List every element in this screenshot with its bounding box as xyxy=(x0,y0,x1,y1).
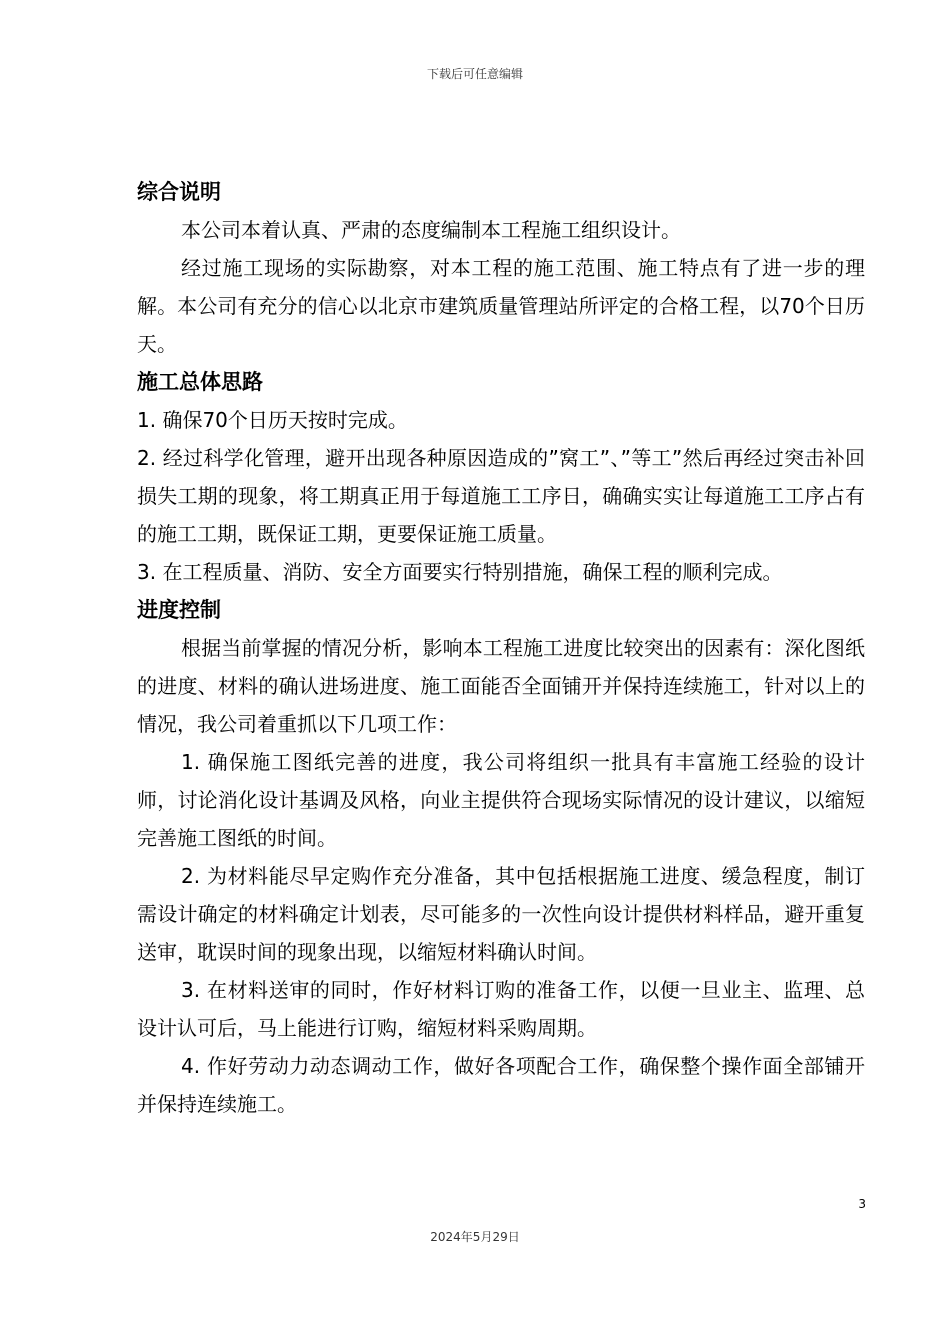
document-body xyxy=(137,173,865,1123)
section-heading-overview: 综合说明 xyxy=(137,180,221,204)
page-number: 3 xyxy=(858,1197,866,1211)
section-heading-general-approach: 施工总体思路 xyxy=(137,370,263,394)
page-header: 下载后可任意编辑 xyxy=(426,67,523,81)
section-heading-schedule-control: 进度控制 xyxy=(137,598,221,622)
page-footer-date: 2024年5月29日 xyxy=(430,1230,520,1244)
list-item: 1. 确保70个日历天按时完成。 xyxy=(137,408,408,432)
paragraph: 本公司本着认真、严肃的态度编制本工程施工组织设计。 xyxy=(181,218,681,242)
list-item: 3. 在工程质量、消防、安全方面要实行特别措施，确保工程的顺利完成。 xyxy=(137,560,783,584)
paragraph: 经过施工现场的实际勘察，对本工程的施工范围、施工特点有了进一步的理解。本公司有充分的信心以北京市建筑质量管理站所评定的合格工程，以70个日历天。 xyxy=(137,256,865,356)
list-item: 1. 确保施工图纸完善的进度，我公司将组织一批具有丰富施工经验的设计师，讨论消化设计基调及风格，向业主提供符合现场实际情况的设计建议，以缩短完善施工图纸的时间。 xyxy=(137,750,865,850)
list-item: 2. 经过科学化管理，避开出现各种原因造成的”窝工”、”等工”然后再经过突击补回损失工期的现象，将工期真正用于每道施工工序日，确确实实让每道施工工序占有的施工工期，既保证工期，更要保证施工质量。 xyxy=(137,446,865,546)
list-item: 4. 作好劳动力动态调动工作，做好各项配合工作，确保整个操作面全部铺开并保持连续施工。 xyxy=(137,1054,865,1116)
list-item: 2. 为材料能尽早定购作充分准备，其中包括根据施工进度、缓急程度，制订需设计确定的材料确定计划表，尽可能多的一次性向设计提供材料样品，避开重复送审，耽误时间的现象出现，以缩短材料确认时间。 xyxy=(137,864,865,964)
list-item: 3. 在材料送审的同时，作好材料订购的准备工作，以便一旦业主、监理、总设计认可后，马上能进行订购，缩短材料采购周期。 xyxy=(137,978,865,1040)
paragraph: 根据当前掌握的情况分析，影响本工程施工进度比较突出的因素有：深化图纸的进度、材料的确认进场进度、施工面能否全面铺开并保持连续施工，针对以上的情况，我公司着重抓以下几项工作： xyxy=(137,636,865,736)
